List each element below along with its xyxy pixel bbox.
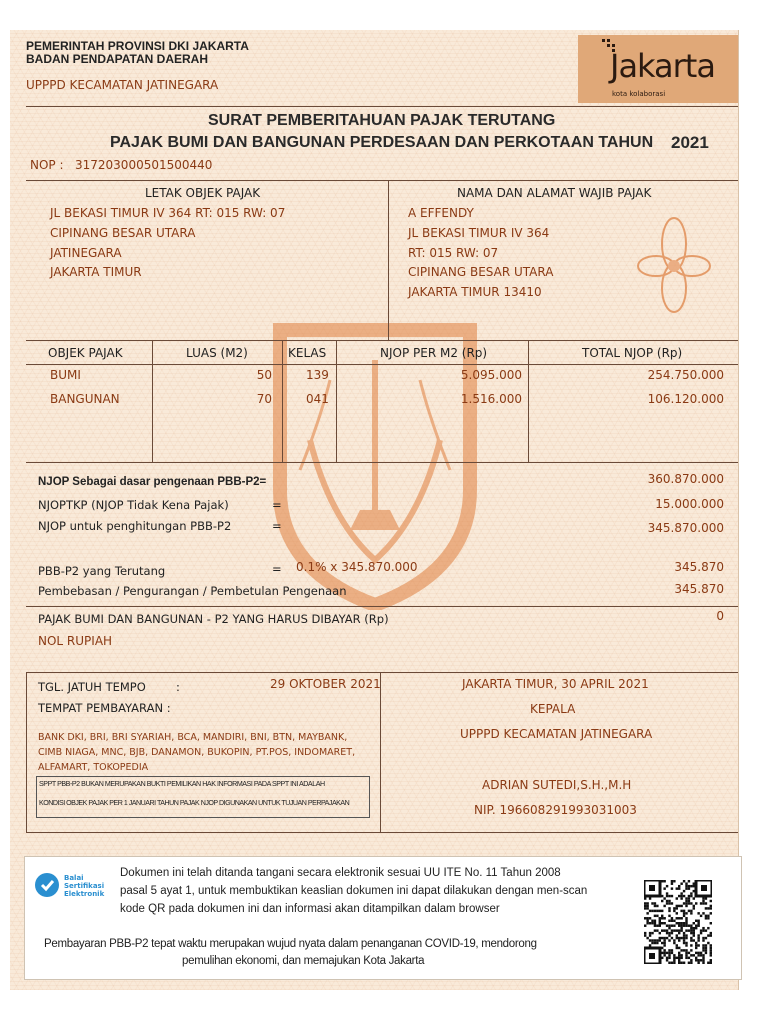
government-name: PEMERINTAH PROVINSI DKI JAKARTA xyxy=(26,39,249,53)
document-subtitle: PAJAK BUMI DAN BANGUNAN PERDESAAN DAN PERKOTAAN TAHUN xyxy=(110,134,654,151)
disclaimer-line: KONDISI OBJEK PAJAK PER 1 JANUARI TAHUN PAJAK NJOP DIGUNAKAN UNTUK TUJUAN PERPAJAKAN xyxy=(39,799,350,807)
divider xyxy=(26,106,738,107)
table-column-divider xyxy=(528,340,529,462)
equals-sign: = xyxy=(272,562,282,576)
table-header-njop-m2: NJOP PER M2 (Rp) xyxy=(380,346,488,360)
esign-text-line: Dokumen ini telah ditanda tangani secara elektronik sesuai UU ITE No. 11 Tahun 2008 xyxy=(120,867,561,879)
bse-label-line: Balai xyxy=(64,874,84,882)
signatory-position: KEPALA xyxy=(530,702,576,716)
njoptkp-label: NJOPTKP (NJOP Tidak Kena Pajak) xyxy=(38,498,229,512)
njop-calc-value: 345.870.000 xyxy=(647,521,724,535)
table-cell-total: 106.120.000 xyxy=(647,392,724,406)
table-header-total: TOTAL NJOP (Rp) xyxy=(582,346,683,360)
payable-label: PAJAK BUMI DAN BANGUNAN - P2 YANG HARUS DIBAYAR (Rp) xyxy=(38,612,389,626)
covid-message-line: pemulihan ekonomi, dan memajukan Kota Jakarta xyxy=(182,955,425,967)
object-location-line: JL BEKASI TIMUR IV 364 RT: 015 RW: 07 xyxy=(50,206,286,220)
table-column-divider xyxy=(152,340,153,462)
bank-list-line: ALFAMART, TOKOPEDIA xyxy=(38,762,149,773)
logo-text: Jakarta xyxy=(610,47,715,85)
bank-list-line: CIMB NIAGA, MNC, BJB, DANAMON, BUKOPIN, PT.POS, INDOMARET, xyxy=(38,747,356,758)
taxpayer-line: RT: 015 RW: 07 xyxy=(408,246,499,260)
jakarta-logo xyxy=(578,35,738,103)
payment-place-label: TEMPAT PEMBAYARAN : xyxy=(38,701,171,715)
table-cell-total: 254.750.000 xyxy=(647,368,724,382)
esign-text-line: pasal 5 ayat 1, untuk membuktikan keaslian dokumen ini dapat dilakukan dengan men-scan xyxy=(120,885,588,897)
taxpayer-line: A EFFENDY xyxy=(408,206,474,220)
table-cell-objek: BANGUNAN xyxy=(50,392,120,406)
relief-value: 345.870 xyxy=(674,582,724,596)
nop-value: 317203000501500440 xyxy=(75,158,213,172)
table-bottom-border xyxy=(26,462,738,463)
divider xyxy=(380,672,381,832)
covid-message-line: Pembayaran PBB-P2 tepat waktu merupakan wujud nyata dalam penanganan COVID-19, mendorong xyxy=(44,938,537,950)
taxpayer-heading: NAMA DAN ALAMAT WAJIB PAJAK xyxy=(457,186,652,200)
object-location-heading: LETAK OBJEK PAJAK xyxy=(145,186,261,200)
signatory-name: ADRIAN SUTEDI,S.H.,M.H xyxy=(482,778,632,792)
relief-label: Pembebasan / Pengurangan / Pembetulan Pengenaan xyxy=(38,584,347,598)
pbb-label: PBB-P2 yang Terutang xyxy=(38,564,166,578)
table-header-kelas: KELAS xyxy=(288,346,327,360)
due-date-value: 29 OKTOBER 2021 xyxy=(270,677,381,691)
office-name: UPPPD KECAMATAN JATINEGARA xyxy=(26,78,219,92)
table-cell-kelas: 041 xyxy=(306,392,329,406)
due-date-colon: : xyxy=(176,680,180,694)
njop-base-label: NJOP Sebagai dasar pengenaan PBB-P2= xyxy=(38,476,267,488)
table-column-divider xyxy=(336,340,337,462)
bse-label-line: Sertifikasi xyxy=(64,882,105,890)
table-column-divider xyxy=(282,340,283,462)
qr-code[interactable] xyxy=(644,880,712,964)
object-location-line: JATINEGARA xyxy=(50,246,122,260)
divider xyxy=(26,180,738,181)
divider xyxy=(26,672,27,832)
equals-sign: = xyxy=(272,519,282,533)
divider xyxy=(26,672,738,673)
njop-calc-label: NJOP untuk penghitungan PBB-P2 xyxy=(38,519,232,533)
bank-list-line: BANK DKI, BRI, BRI SYARIAH, BCA, MANDIRI, BNI, BTN, MAYBANK, xyxy=(38,732,348,743)
due-date-label: TGL. JATUH TEMPO xyxy=(38,680,146,694)
table-cell-objek: BUMI xyxy=(50,368,81,382)
table-header-luas: LUAS (M2) xyxy=(186,346,248,360)
signatory-nip: NIP. 196608291993031003 xyxy=(474,803,637,817)
table-cell-njop-m2: 5.095.000 xyxy=(460,368,522,382)
taxpayer-line: JL BEKASI TIMUR IV 364 xyxy=(408,226,550,240)
pbb-formula: 0.1% x 345.870.000 xyxy=(296,560,418,574)
signing-place-date: JAKARTA TIMUR, 30 APRIL 2021 xyxy=(462,677,649,691)
document-title: SURAT PEMBERITAHUAN PAJAK TERUTANG xyxy=(208,112,556,129)
bse-label-line: Elektronik xyxy=(64,890,105,898)
pbb-value: 345.870 xyxy=(674,560,724,574)
nop-label: NOP : xyxy=(30,158,64,172)
logo-tagline: kota kolaborasi xyxy=(612,90,666,98)
agency-name: BADAN PENDAPATAN DAERAH xyxy=(26,52,208,66)
table-cell-kelas: 139 xyxy=(306,368,329,382)
esign-text-line: kode QR pada dokumen ini dan informasi akan ditampilkan dalam browser xyxy=(120,903,500,915)
divider xyxy=(388,180,389,340)
taxpayer-line: JAKARTA TIMUR 13410 xyxy=(408,285,542,299)
table-cell-luas: 50 xyxy=(256,368,272,382)
flower-watermark-icon xyxy=(636,214,712,314)
tax-year: 2021 xyxy=(671,133,709,152)
njoptkp-value: 15.000.000 xyxy=(655,497,724,511)
object-location-line: CIPINANG BESAR UTARA xyxy=(50,226,196,240)
object-location-line: JAKARTA TIMUR xyxy=(50,265,142,279)
bse-logo-icon xyxy=(34,872,60,898)
bse-label xyxy=(64,874,104,898)
table-cell-luas: 70 xyxy=(256,392,272,406)
divider xyxy=(26,606,738,607)
table-cell-njop-m2: 1.516.000 xyxy=(460,392,522,406)
njop-base-value: 360.870.000 xyxy=(647,472,724,486)
disclaimer-line: SPPT PBB-P2 BUKAN MERUPAKAN BUKTI PEMILIKAN HAK INFORMASI PADA SPPT INI ADALAH xyxy=(39,780,325,788)
taxpayer-line: CIPINANG BESAR UTARA xyxy=(408,265,554,279)
table-top-border xyxy=(26,340,738,341)
signatory-office: UPPPD KECAMATAN JATINEGARA xyxy=(460,727,653,741)
payable-value: 0 xyxy=(716,609,724,623)
table-header-border xyxy=(26,364,738,365)
divider xyxy=(26,832,738,833)
payable-words: NOL RUPIAH xyxy=(38,634,113,648)
equals-sign: = xyxy=(272,498,282,512)
table-header-objek: OBJEK PAJAK xyxy=(48,346,123,360)
